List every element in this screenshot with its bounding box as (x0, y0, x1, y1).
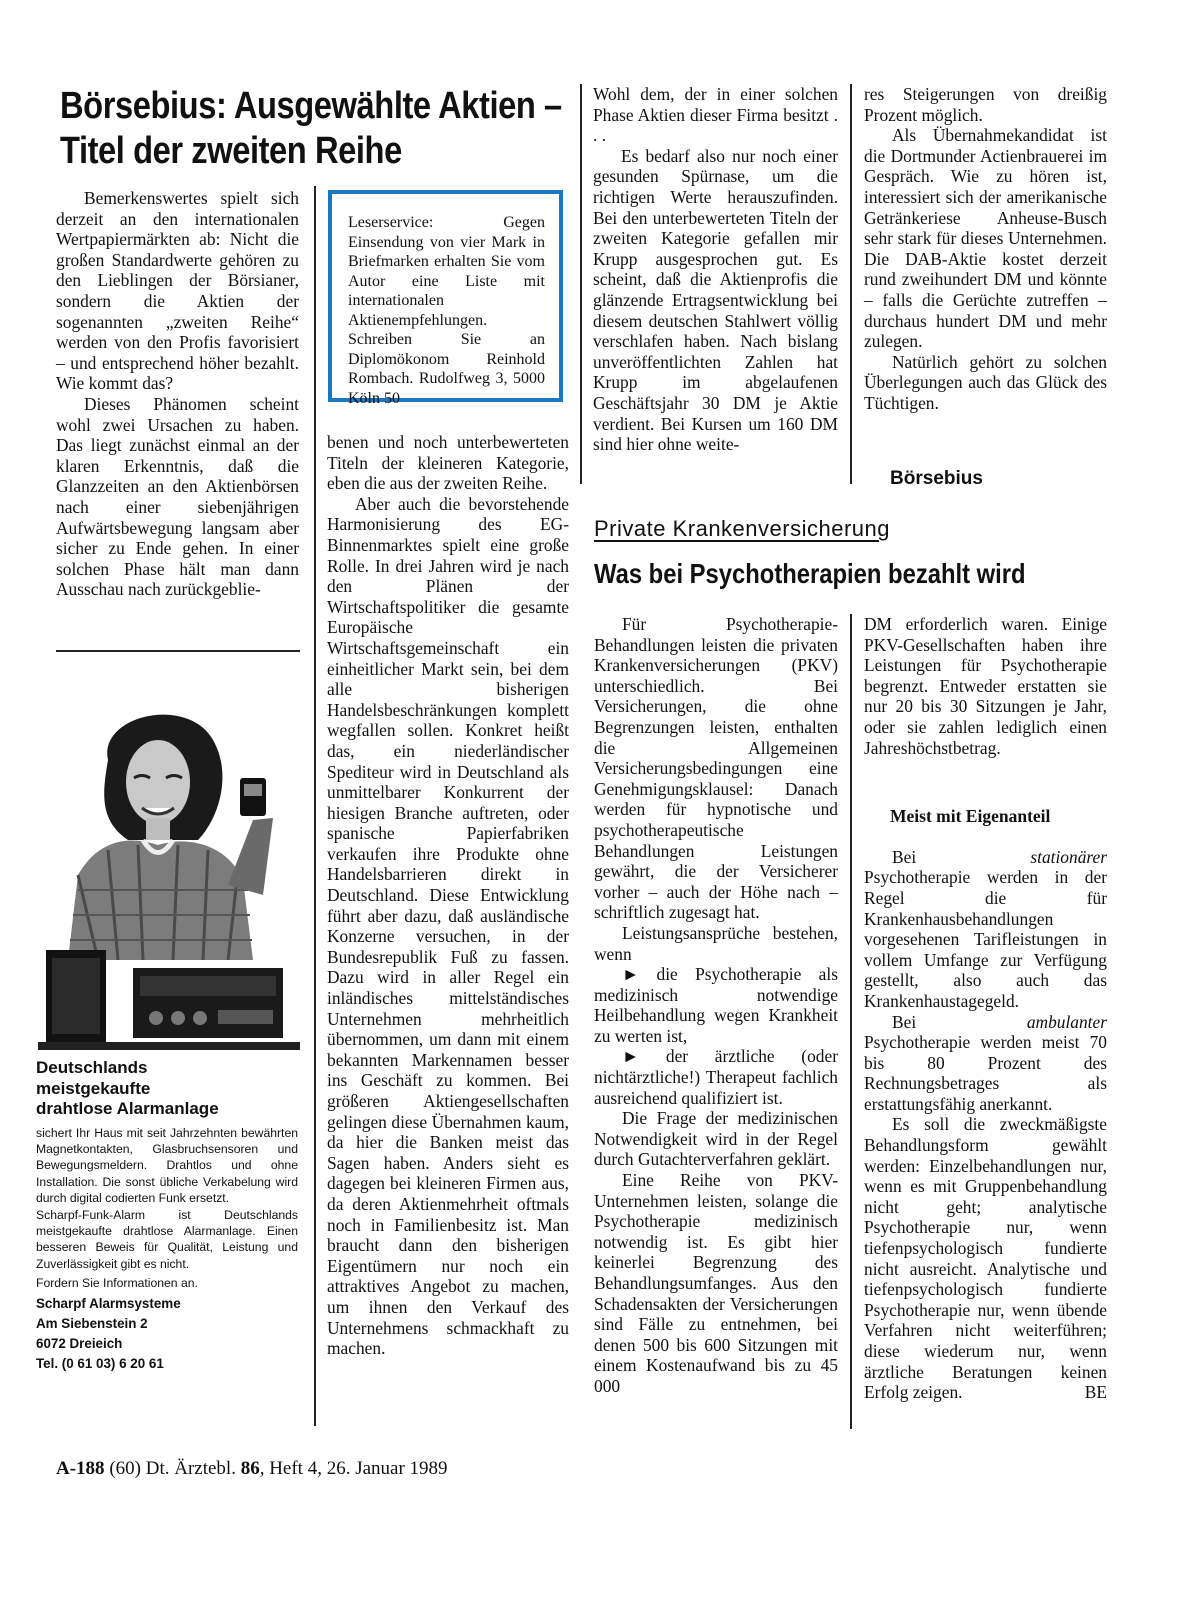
ad-company: Scharpf Alarmsysteme (36, 1295, 181, 1311)
paragraph: Leistungsansprüche bestehen, wenn (594, 922, 838, 964)
paragraph (864, 847, 1107, 1012)
author-signature: Börsebius (890, 468, 983, 489)
text-span: Es soll die zweckmäßigste Behandlungsform gewählt werden: Einzelbehandlungen nur, wenn es mit Gruppenbehandlung nicht geht; analytische Psychotherapie nur, wenn tiefenpsychologisch fundierte nicht ausreicht. Analytische und tiefenpsychologisch fundierte Psychotherapie nur, wenn übende Verfahren nicht weiterführen; diese wiederum nur, wenn ärztliche Beratungen keinen Erfolg zeigen. (864, 1114, 1107, 1403)
footer-text: (60) Dt. Ärztebl. (104, 1458, 241, 1479)
article1-column-2 (327, 432, 569, 1359)
ad-title-line-3: drahtlose Alarmanlage (36, 1099, 219, 1118)
vertical-rule (850, 614, 852, 1429)
emphasis: stationärer (1030, 846, 1107, 867)
column-divider (56, 650, 300, 652)
page-number: A-188 (56, 1458, 105, 1479)
paragraph (864, 1114, 1107, 1402)
ad-title (36, 1058, 298, 1120)
paragraph: Die Frage der medizinischen Notwendigkeit wird in der Regel durch Gutachterverfahren geklärt. (594, 1108, 838, 1170)
text-span: Psychotherapie werden in der Regel die für Krankenhausbehandlungen vorgesehenen Tarifleistungen in vollem Umfange zur Verfügung gestellt, also auch das Krankenhaustagegeld. (864, 867, 1107, 1011)
bullet-item: ► die Psychotherapie als medizinisch notwendige Heilbehandlung wegen Krankheit zu werten ist, (594, 964, 838, 1046)
ad-phone: Tel. (0 61 03) 6 20 61 (36, 1355, 164, 1371)
paragraph: Natürlich gehört zu solchen Überlegungen auch das Glück des Tüchtigen. (864, 351, 1107, 413)
text-span: Bei (892, 1011, 1027, 1032)
text-span: Psychotherapie werden meist 70 bis 80 Prozent des Rechnungsbetrages als erstattungsfähig anerkannt. (864, 1032, 1107, 1114)
subheading: Meist mit Eigenanteil (890, 806, 1051, 827)
paragraph: Es bedarf also nur noch einer gesunden Spürnase, um die richtigen Werte herauszufinden. Bei den unterbewerteten Titeln der zweiten Kategorie gefallen mir Krupp ausgesprochen gut. Es scheint, daß die Aktienprofis die glänzende Ertragsentwicklung bei diesem deutschen Stahlwert völlig verschlafen haben. Nach bislang unveröffentlichten Zahlen hat Krupp im abgelaufenen Geschäftsjahr 30 DM je Aktie verdient. Bei Kursen um 160 DM sind hier ohne weite- (593, 145, 838, 455)
emphasis: ambulanter (1026, 1011, 1107, 1032)
paragraph: DM erforderlich waren. Einige PKV-Gesellschaften haben ihre Leistungen für Psychotherapie begrenzt. Entweder erstatten sie nur 20 bis 30 Sitzungen je Jahr, oder sie zahlen lediglich einen Jahreshöchstbetrag. (864, 614, 1107, 758)
article1-column-4 (864, 84, 1107, 414)
leserservice-text: Leserservice: Gegen Einsendung von vier Mark in Briefmarken erhalten Sie vom Autor eine Liste mit internationalen Aktienempfehlungen. Schreiben Sie an Diplomökonom Reinhold Rombach. Rudolfweg 3, 5000 Köln 50 (348, 214, 545, 407)
bullet-item: ► der ärztliche (oder nichtärztliche!) Therapeut fachlich ausreichend qualifiziert ist. (594, 1046, 838, 1108)
ad-paragraph: sichert Ihr Haus mit seit Jahrzehnten bewährten Magnetkontakten, Glasbruchsensoren und Bewegungsmeldern. Drahtlos und ohne Installation. Die sonst übliche Verkabelung wird durch digital codierten Funk ersetzt. (36, 1125, 298, 1206)
footer-text: , Heft 4, 26. Januar 1989 (259, 1458, 448, 1479)
leserservice-box (328, 190, 563, 407)
ad-address (36, 1294, 298, 1374)
vertical-rule (580, 84, 582, 484)
article2-kicker: Private Krankenversicherung (594, 516, 890, 541)
headline-line-1: Börsebius: Ausgewählte Aktien – (60, 85, 562, 127)
ad-paragraph: Scharpf-Funk-Alarm ist Deutschlands meistgekaufte drahtlose Alarmanlage. Einen besseren Beweis für Qualität, Leistung und Zuverlässigkeit gibt es nicht. (36, 1207, 298, 1271)
ad-city: 6072 Dreieich (36, 1335, 123, 1351)
paragraph: Aber auch die bevorstehende Harmonisierung des EG-Binnenmarktes spielt eine große Rolle. In drei Jahren wird je nach den Plänen der Wirtschaftspolitiker die gesamte Europäische Wirtschaftsgemeinschaft ein einheitlicher Markt sein, bei dem alle bisherigen Handelsbeschränkungen komplett wegfallen sollen. Konkret heißt das, ein niederländischer Spediteur wird in Deutschland als unmittelbarer Konkurrent der hiesigen Branche auftreten, oder spanische Papierfabriken verkaufen ihre Produkte ohne Handelsbarrieren direkt in Deutschland. Diese Entwicklung führt aber dazu, daß ausländische Konzerne versuchen, in der Bundesrepublik Fuß zu fassen. Dazu wird in aller Regel ein inländisches mittelständisches Unternehmen mehrheitlich übernommen, um dann mit einem bekannten Markennamen besser ins Geschäft zu kommen. Bei größeren Aktiengesellschaften gelingen diese Übernahmen kaum, da hier die Banken meist das Sagen haben. Anders sieht es dagegen bei kleineren Firmen aus, da deren Aktienmehrheit oftmals noch in Familienbesitz ist. Man braucht dann den bisherigen Eigentümern nur noch ein attraktives Angebot zu machen, um ihnen den Verkauf des Unternehmens schmackhaft zu machen. (327, 493, 569, 1359)
ad-street: Am Siebenstein 2 (36, 1315, 148, 1331)
paragraph: Dieses Phänomen scheint wohl zwei Ursachen zu haben. Das liegt zunächst einmal an der klaren Erkenntnis, daß die Glanzzeiten an den Aktienbörsen nach einer siebenjährigen Aufwärtsbewegung langsam aber sicher zu Ende gehen. In einer solchen Phase hält man dann Ausschau nach zurückgeblie- (56, 393, 299, 600)
article2-column-1 (594, 614, 838, 1397)
article-headline (60, 84, 576, 174)
ad-title-line-1: Deutschlands (36, 1058, 148, 1077)
paragraph: Bemerkenswertes spielt sich derzeit an den internationalen Wertpapiermärkten ab: Nicht die großen Standardwerte gehören zu den Lieblingen der Börsianer, sondern die Aktien der sogenannten „zweiten Reihe“ werden von den Profis favorisiert – und entsprechend höher bezahlt. Wie kommt das? (56, 188, 299, 394)
headline-line-2: Titel der zweiten Reihe (60, 130, 402, 172)
paragraph: benen und noch unterbewerteten Titeln der kleineren Kategorie, eben die aus der zweiten Reihe. (327, 432, 569, 494)
vertical-rule (850, 84, 852, 484)
advertisement-photo (38, 700, 300, 1050)
ad-title-line-2: meistgekaufte (36, 1078, 151, 1098)
article2-headline: Was bei Psychotherapien bezahlt wird (594, 558, 1026, 589)
article2-column-2 (864, 614, 1107, 1403)
volume-number: 86 (240, 1458, 260, 1479)
paragraph: Als Übernahmekandidat ist die Dortmunder Actienbrauerei im Gespräch. Wie zu hören ist, interessiert sich der amerikanische Getränkeriese Anheuse-Busch sehr stark für dieses Unternehmen. Die DAB-Aktie kostet derzeit rund zweihundert DM und könnte – falls die Gerüchte zutreffen – durchaus hundert DM und mehr zulegen. (864, 125, 1107, 352)
paragraph (864, 1012, 1107, 1115)
paragraph: Eine Reihe von PKV-Unternehmen leisten, solange die Psychotherapie medizinisch notwendig ist. Es gibt hier keinerlei Begrenzung des Behandlungsumfanges. Aus den Schadensakten der Versicherungen sind Fälle zu entnehmen, bei denen 500 bis 600 Sitzungen mit einem Kostenaufwand bis zu 45 000 (594, 1170, 838, 1396)
ad-body (36, 1125, 298, 1292)
paragraph: Für Psychotherapie-Behandlungen leisten die privaten Krankenversicherungen (PKV) unterschiedlich. Bei Versicherungen, die ohne Begrenzungen leisten, enthalten die Allgemeinen Versicherungsbedingungen eine Genehmigungsklausel: Danach werden für hypnotische und psychotherapeutische Behandlungen Leistungen gewährt, die der Versicherer vorher – auch der Höhe nach – schriftlich zugesagt hat. (594, 614, 838, 923)
author-initials: BE (1084, 1382, 1107, 1403)
vertical-rule (314, 186, 316, 1426)
paragraph: res Steigerungen von dreißig Prozent möglich. (864, 84, 1107, 125)
page-footer (56, 1458, 448, 1480)
text-span: Bei (892, 846, 1031, 867)
advertisement (36, 1058, 298, 1374)
ad-paragraph: Fordern Sie Informationen an. (36, 1276, 198, 1291)
paragraph: Wohl dem, der in einer solchen Phase Aktien dieser Firma besitzt . . . (593, 84, 838, 146)
article1-column-1 (56, 188, 299, 600)
article1-column-3 (593, 84, 838, 455)
